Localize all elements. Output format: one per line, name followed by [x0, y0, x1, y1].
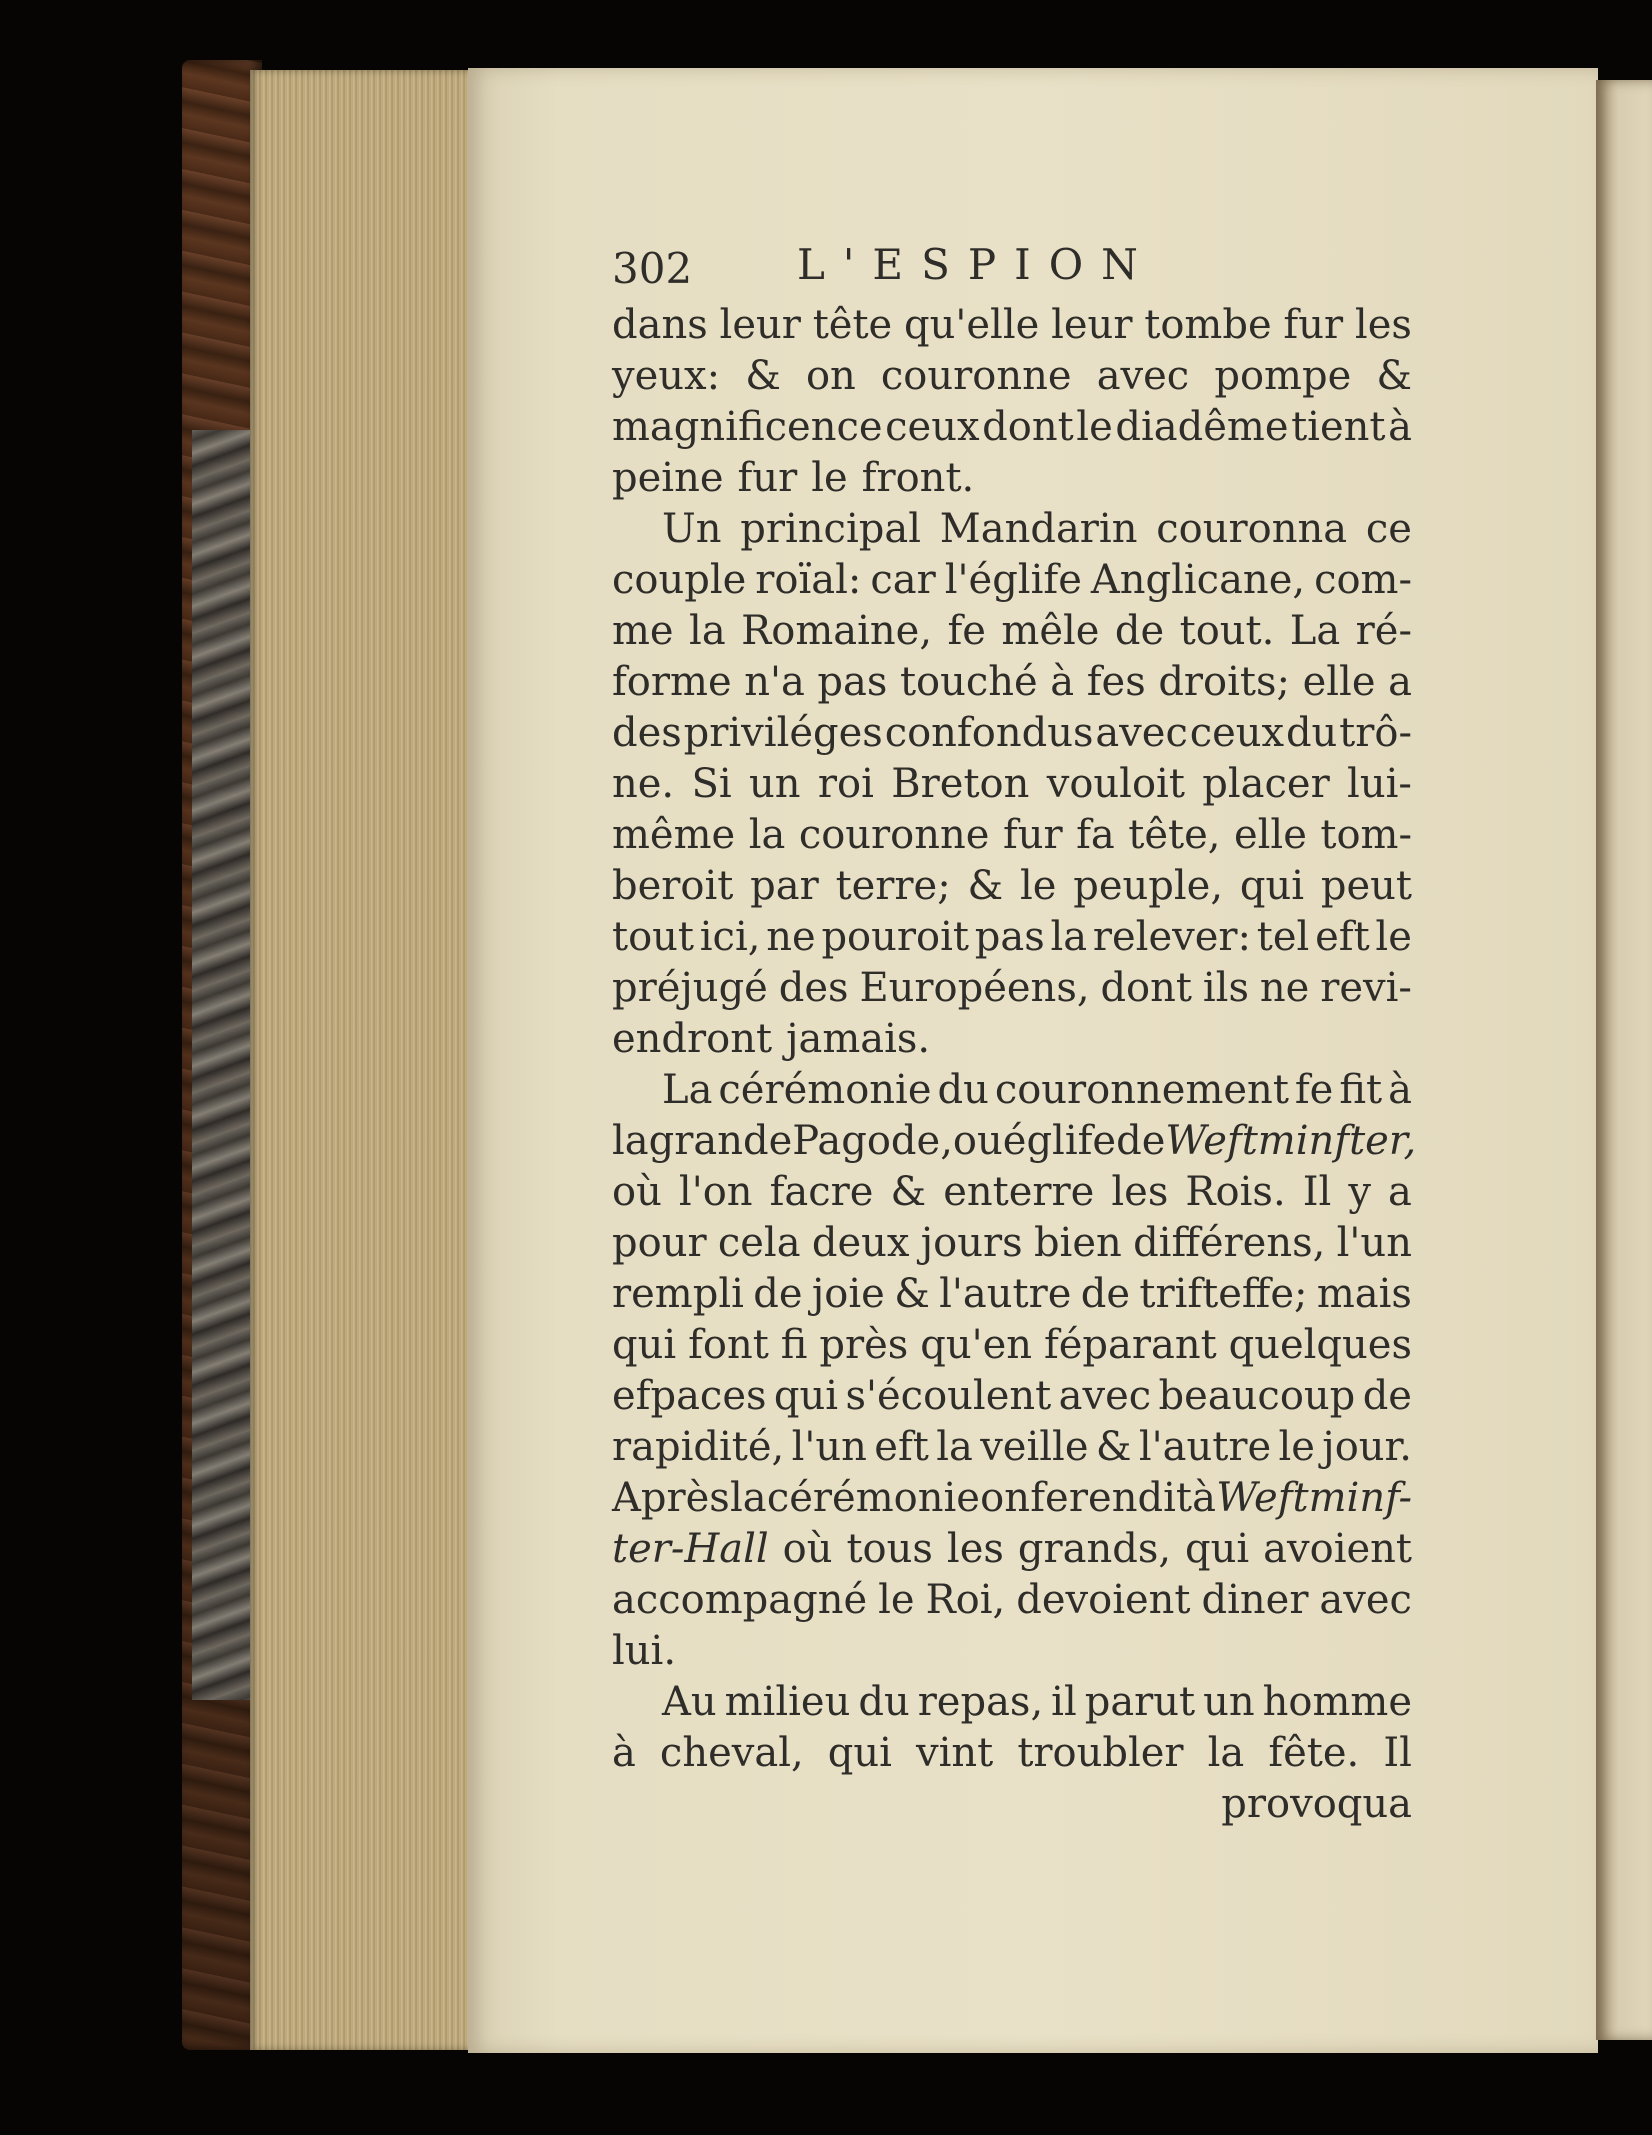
word: Il [1383, 1730, 1412, 1776]
word: féparant [1043, 1322, 1217, 1368]
word: à [1192, 1475, 1216, 1521]
word: & [1376, 353, 1412, 399]
word: principal [740, 506, 921, 552]
word: fur [1002, 812, 1063, 858]
page-header [612, 240, 1412, 300]
text-lines [612, 300, 1417, 1830]
word: où [612, 1169, 662, 1215]
word: fur [1283, 302, 1344, 348]
text-line [612, 1371, 1412, 1422]
text-line [612, 504, 1412, 555]
word: ceux [1189, 710, 1285, 756]
text-line [612, 912, 1412, 963]
word: à [612, 1730, 636, 1776]
word: Il [1302, 1169, 1332, 1215]
word: Si [691, 761, 732, 807]
word: La [662, 1067, 713, 1113]
word: Roi, [925, 1577, 1006, 1623]
word: avec [1319, 1577, 1412, 1623]
word: fur [737, 455, 798, 501]
word: touché [899, 659, 1038, 705]
word: lui. [612, 1628, 677, 1674]
word: qui [827, 1730, 892, 1776]
word: peine [612, 455, 724, 501]
text-line [612, 963, 1412, 1014]
word: jours [920, 1220, 1023, 1266]
word: avec [1058, 1373, 1152, 1419]
text-line [612, 708, 1412, 759]
word: droits; [1158, 659, 1290, 705]
word: fit [1339, 1067, 1383, 1113]
word: & [1095, 1424, 1132, 1470]
word: ter-Hall [612, 1526, 769, 1572]
word: couronnement [994, 1067, 1289, 1113]
text-line [612, 606, 1412, 657]
word: la [689, 608, 726, 654]
text-line [612, 1473, 1412, 1524]
text-line [612, 1524, 1412, 1575]
word: Anglicane, [1090, 557, 1306, 603]
word: & [967, 863, 1004, 909]
word: l'un [1336, 1220, 1412, 1266]
word: elle [1302, 659, 1376, 705]
word: avoient [1263, 1526, 1412, 1572]
word: jour. [1322, 1424, 1412, 1470]
text-line [612, 1779, 1412, 1830]
word: s'écoulent [845, 1373, 1052, 1419]
word: font [688, 1322, 769, 1368]
word: même [612, 812, 736, 858]
word: bien [1033, 1220, 1122, 1266]
text-line [612, 657, 1412, 708]
word: parut [1084, 1679, 1196, 1725]
word: lui- [1347, 761, 1412, 807]
word: des [612, 710, 682, 756]
word: jamais. [786, 1016, 931, 1062]
word: placer [1202, 761, 1330, 807]
word: pas [974, 914, 1045, 960]
word: n'a [744, 659, 805, 705]
word: préjugé [612, 965, 768, 1011]
word: qu'elle [904, 302, 1040, 348]
word: ne [766, 914, 816, 960]
word: l'un [791, 1424, 867, 1470]
word: pouroit [821, 914, 969, 960]
word: eft [1315, 914, 1370, 960]
word: cela [717, 1220, 801, 1266]
word: à [1388, 1067, 1412, 1113]
facing-page-edge [1596, 80, 1652, 2040]
word: la [748, 812, 786, 858]
word: Breton [891, 761, 1030, 807]
text-line [612, 300, 1412, 351]
word: couple [612, 557, 747, 603]
word: on [980, 1475, 1031, 1521]
text-line [612, 861, 1412, 912]
word: églife [1002, 1118, 1117, 1164]
word: repas, [917, 1679, 1044, 1725]
word: le [811, 455, 848, 501]
word: du [1285, 710, 1338, 756]
word: rempli [612, 1271, 744, 1317]
word: facre [769, 1169, 874, 1215]
word: qui [612, 1322, 677, 1368]
word: a [1388, 659, 1412, 705]
word: Romaine, [741, 608, 933, 654]
word: à [1388, 404, 1412, 450]
word: le [1076, 404, 1113, 450]
word: Un [662, 506, 722, 552]
page-text [612, 240, 1417, 1830]
text-line [612, 759, 1412, 810]
word: a [1388, 1169, 1412, 1215]
word: à [1050, 659, 1075, 705]
word: cérémonie [766, 1475, 980, 1521]
word: & [745, 353, 781, 399]
word: tient [1291, 404, 1386, 450]
word: & [894, 1271, 930, 1317]
word: car [870, 557, 936, 603]
word: roïal: [755, 557, 862, 603]
word: magnificence [612, 404, 883, 450]
word: qui [1185, 1526, 1250, 1572]
text-line [612, 1626, 1412, 1677]
word: les [1354, 302, 1412, 348]
word: y [1348, 1169, 1371, 1215]
word: la [612, 1118, 649, 1164]
word: qui [1239, 863, 1305, 909]
word: & [890, 1169, 927, 1215]
word: ne [1259, 965, 1310, 1011]
word: tête, [1128, 812, 1221, 858]
word: joie [811, 1271, 885, 1317]
word: ils [1202, 965, 1249, 1011]
word: différens, [1133, 1220, 1326, 1266]
text-line [612, 810, 1412, 861]
word: un [749, 761, 801, 807]
word: la [1050, 914, 1088, 960]
text-line [612, 555, 1412, 606]
text-line [612, 1422, 1412, 1473]
text-line [612, 351, 1412, 402]
word: le [1375, 914, 1412, 960]
word: vouloit [1046, 761, 1185, 807]
word: milieu [724, 1679, 851, 1725]
word: il [1051, 1679, 1077, 1725]
word: de [1114, 608, 1165, 654]
word: homme [1262, 1679, 1412, 1725]
word: du [937, 1067, 989, 1113]
word: dont [1100, 965, 1192, 1011]
word: tombe [1144, 302, 1272, 348]
word: les [1111, 1169, 1169, 1215]
word: beaucoup [1158, 1373, 1356, 1419]
running-title: L'ESPION [797, 240, 1156, 289]
word: qu'en [920, 1322, 1033, 1368]
page-edges [250, 70, 475, 2050]
word: Rois. [1185, 1169, 1286, 1215]
word: l'églife [944, 557, 1082, 603]
word: peuple, [1073, 863, 1224, 909]
word: qui [773, 1373, 839, 1419]
word: terre; [835, 863, 951, 909]
word: de [1362, 1373, 1412, 1419]
word: trifteffe; [1139, 1271, 1308, 1317]
word: un [1203, 1679, 1255, 1725]
word: front. [861, 455, 975, 501]
text-line [612, 1728, 1412, 1779]
word: cheval, [659, 1730, 804, 1776]
word: Weftminf- [1216, 1475, 1412, 1521]
word: Pagode, [792, 1118, 953, 1164]
word: des [778, 965, 849, 1011]
text-line [612, 1218, 1412, 1269]
text-line [612, 1065, 1412, 1116]
word: le [1278, 1424, 1315, 1470]
word: dont [982, 404, 1074, 450]
word: revi- [1320, 965, 1412, 1011]
word: me [612, 608, 674, 654]
word: tous [846, 1526, 933, 1572]
text-line [612, 1167, 1412, 1218]
word: couronna [1156, 506, 1348, 552]
word: beroit [612, 863, 734, 909]
word: ou [952, 1118, 1003, 1164]
word: tête [812, 302, 893, 348]
word: fe [1294, 1067, 1334, 1113]
word: troubler [1017, 1730, 1184, 1776]
text-line [612, 1677, 1412, 1728]
word: fes [1086, 659, 1146, 705]
word: relever: [1092, 914, 1252, 960]
word: cérémonie [718, 1067, 932, 1113]
marbled-board [192, 430, 256, 1700]
text-line [612, 1116, 1417, 1167]
word: par [750, 863, 819, 909]
word: ré- [1355, 608, 1412, 654]
word: forme [612, 659, 732, 705]
word: l'autre [1138, 1424, 1272, 1470]
word: peut [1320, 863, 1412, 909]
word: du [858, 1679, 910, 1725]
word: la [1207, 1730, 1245, 1776]
word: couronne [880, 353, 1072, 399]
word: pompe [1214, 353, 1352, 399]
word: roi [817, 761, 874, 807]
word: La [1289, 608, 1341, 654]
page-number: 302 [612, 244, 693, 293]
word: efpaces [612, 1373, 767, 1419]
word: ce [1365, 506, 1412, 552]
word: accompagné [612, 1577, 868, 1623]
word: l'autre [939, 1271, 1072, 1317]
text-line [612, 1320, 1412, 1371]
word: fête. [1268, 1730, 1360, 1776]
word: près [819, 1322, 909, 1368]
word: couronne [798, 812, 990, 858]
word: ne. [612, 761, 675, 807]
word: rendit [1068, 1475, 1192, 1521]
word: grande [648, 1118, 793, 1164]
word: Européens, [859, 965, 1090, 1011]
word: leur [719, 302, 801, 348]
text-line [612, 453, 1412, 504]
word: priviléges [683, 710, 883, 756]
word: le [878, 1577, 915, 1623]
text-line [612, 1014, 1412, 1065]
word: pas [817, 659, 888, 705]
word: trô- [1339, 710, 1412, 756]
word: diadême [1115, 404, 1289, 450]
word: avec [1095, 710, 1188, 756]
word: ceux [885, 404, 980, 450]
word: Mandarin [939, 506, 1138, 552]
word: eft [874, 1424, 929, 1470]
word: grands, [1017, 1526, 1172, 1572]
word: veille [980, 1424, 1089, 1470]
word: fa [1076, 812, 1115, 858]
word: pour [612, 1220, 707, 1266]
word: fe [947, 608, 986, 654]
word: on [805, 353, 856, 399]
word: dans [612, 302, 708, 348]
word: les [946, 1526, 1004, 1572]
word: mêle [1001, 608, 1100, 654]
word: la [936, 1424, 973, 1470]
word: enterre [943, 1169, 1095, 1215]
word: ici, [699, 914, 761, 960]
word: yeux: [612, 353, 721, 399]
word: tom- [1320, 812, 1412, 858]
word: fi [780, 1322, 808, 1368]
word: Weftminfter, [1165, 1118, 1417, 1164]
word: provoqua [1221, 1781, 1412, 1827]
word: com- [1314, 557, 1412, 603]
word: où [782, 1526, 833, 1572]
word: vint [916, 1730, 994, 1776]
word: deux [811, 1220, 910, 1266]
word: Au [662, 1679, 717, 1725]
text-line [612, 1269, 1412, 1320]
word: le [1019, 863, 1057, 909]
word: avec [1096, 353, 1190, 399]
word: de [1080, 1271, 1131, 1317]
text-line [612, 1575, 1412, 1626]
word: endront [612, 1016, 773, 1062]
word: la [730, 1475, 767, 1521]
word: tout [612, 914, 694, 960]
word: tout. [1179, 608, 1275, 654]
word: de [753, 1271, 803, 1317]
word: devoient [1016, 1577, 1191, 1623]
word: Après [612, 1475, 730, 1521]
word: elle [1233, 812, 1307, 858]
word: tel [1256, 914, 1310, 960]
word: l'on [678, 1169, 753, 1215]
word: rapidité, [612, 1424, 785, 1470]
word: leur [1051, 302, 1133, 348]
text-line [612, 402, 1412, 453]
word: mais [1316, 1271, 1412, 1317]
word: diner [1201, 1577, 1309, 1623]
word: confondus [884, 710, 1094, 756]
word: quelques [1228, 1322, 1412, 1368]
word: de [1116, 1118, 1166, 1164]
word: fe [1030, 1475, 1069, 1521]
